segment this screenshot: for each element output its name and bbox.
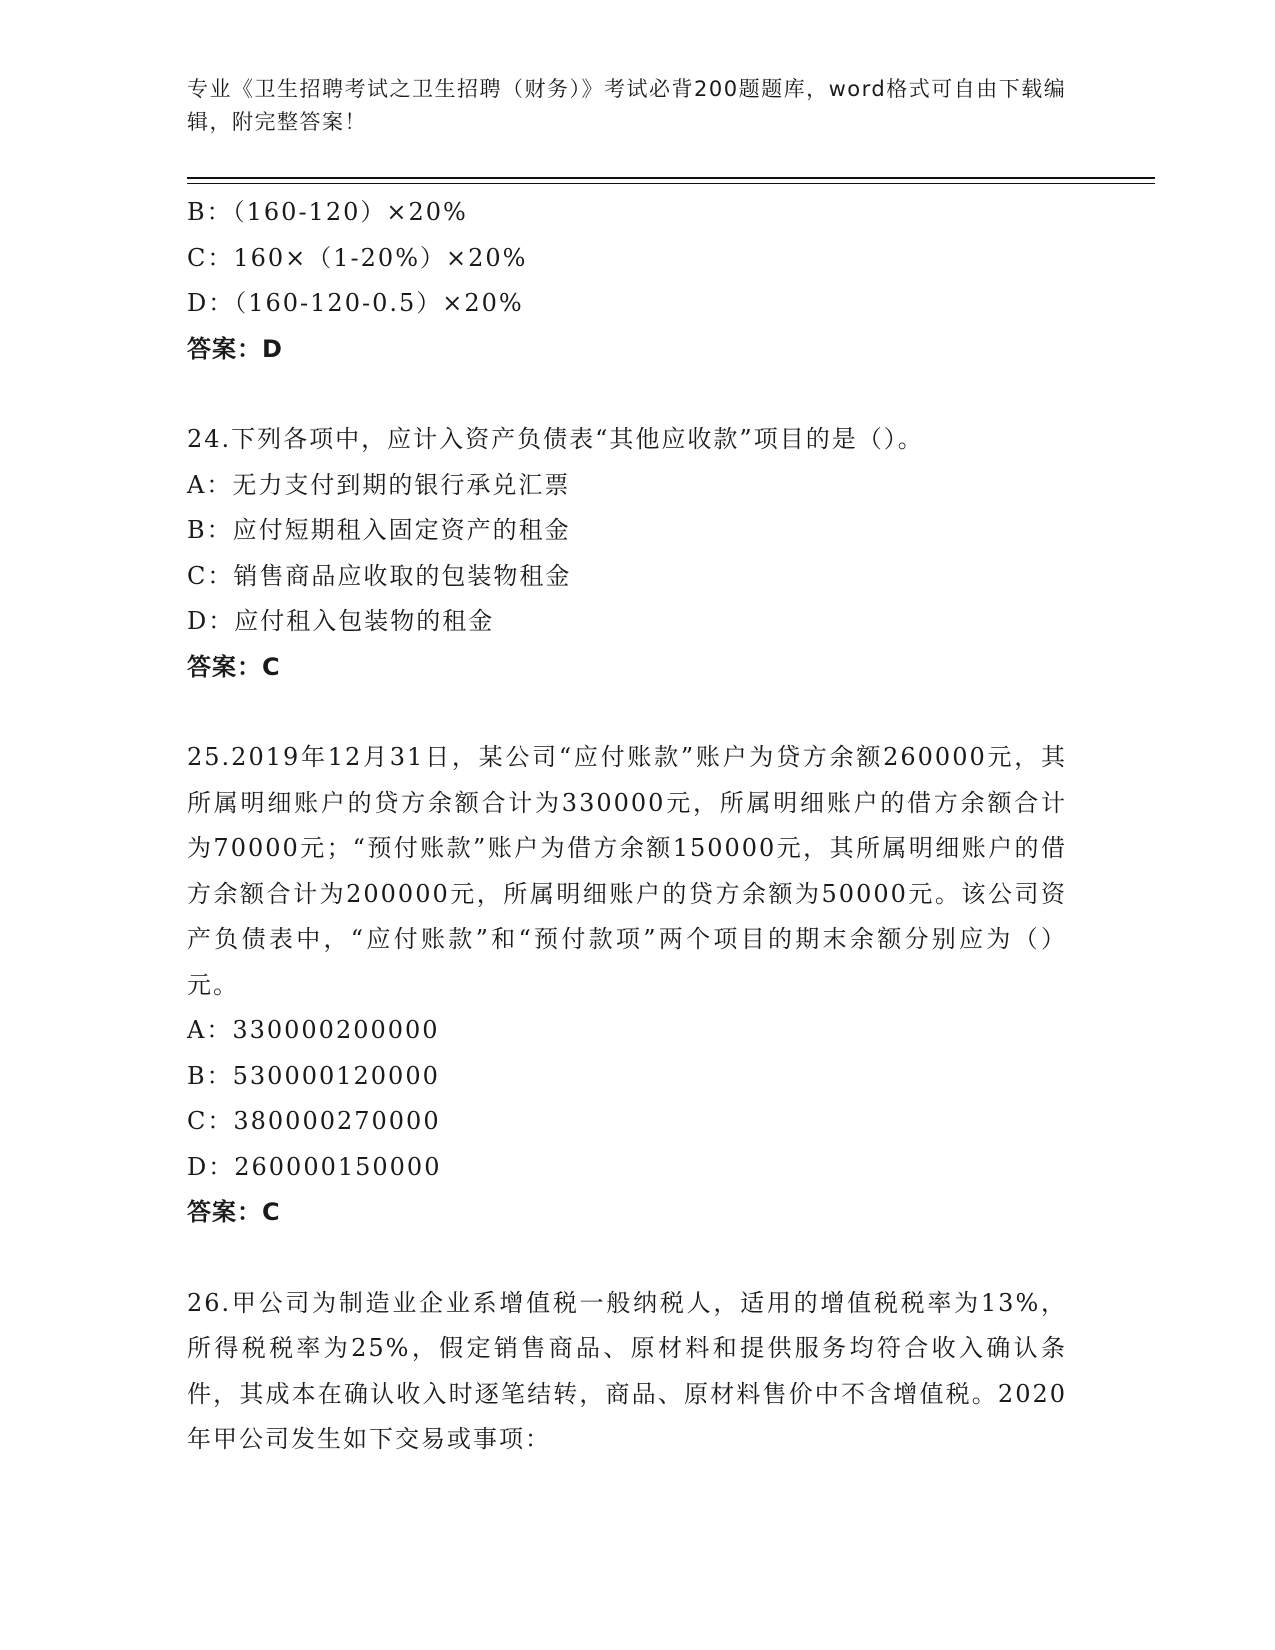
option-b: B：应付短期租入固定资产的租金: [187, 516, 571, 544]
document-header: 专业《卫生招聘考试之卫生招聘（财务）》考试必背200题题库，word格式可自由下载编辑，附完整答案！: [187, 77, 1067, 134]
header-rule-thin: [187, 183, 1155, 184]
spacer: [187, 690, 1087, 735]
option-b: B：530000120000: [187, 1061, 440, 1090]
option-d: D：（160-120-0.5）×20%: [187, 289, 524, 317]
question-text: 24.下列各项中，应计入资产负债表“其他应收款”项目的是（）。: [187, 425, 924, 453]
option-c: C：380000270000: [187, 1107, 441, 1135]
option-c: C：销售商品应收取的包装物租金: [187, 561, 572, 590]
option-d: D：260000150000: [187, 1152, 442, 1181]
question-23-tail: [187, 190, 1087, 372]
spacer: [187, 372, 1087, 417]
header-rule-thick: [187, 177, 1155, 179]
option-a: A：330000200000: [187, 1016, 440, 1044]
option-a: A：无力支付到期的银行承兑汇票: [187, 470, 571, 499]
question-24: [187, 417, 1087, 690]
answer: 答案：C: [187, 1198, 281, 1226]
option-b: B：（160-120）×20%: [187, 198, 468, 226]
option-c: C：160×（1-20%）×20%: [187, 243, 528, 272]
question-25: [187, 735, 1087, 1236]
spacer: [187, 1236, 1087, 1281]
answer: 答案：C: [187, 652, 281, 681]
question-26: [187, 1281, 1087, 1463]
answer: 答案：D: [187, 334, 283, 363]
document-body: [187, 190, 1087, 1463]
question-text: 26.甲公司为制造业企业系增值税一般纳税人，适用的增值税税率为13%，所得税税率为25%，假定销售商品、原材料和提供服务均符合收入确认条件，其成本在确认收入时逐笔结转，商品、原材料售价中不含增值税。2020年甲公司发生如下交易或事项：: [187, 1288, 1067, 1453]
question-text: 25.2019年12月31日，某公司“应付账款”账户为贷方余额260000元，其所属明细账户的贷方余额合计为330000元，所属明细账户的借方余额合计为70000元；“预付账款”账户为借方余额150000元，其所属明细账户的借方余额合计为200000元，所属明细账户的贷方余额为50000元。该公司资产负债表中，“应付账款”和“预付款项”两个项目的期末余额分别应为（）元。: [187, 743, 1067, 999]
option-d: D：应付租入包装物的租金: [187, 607, 495, 635]
